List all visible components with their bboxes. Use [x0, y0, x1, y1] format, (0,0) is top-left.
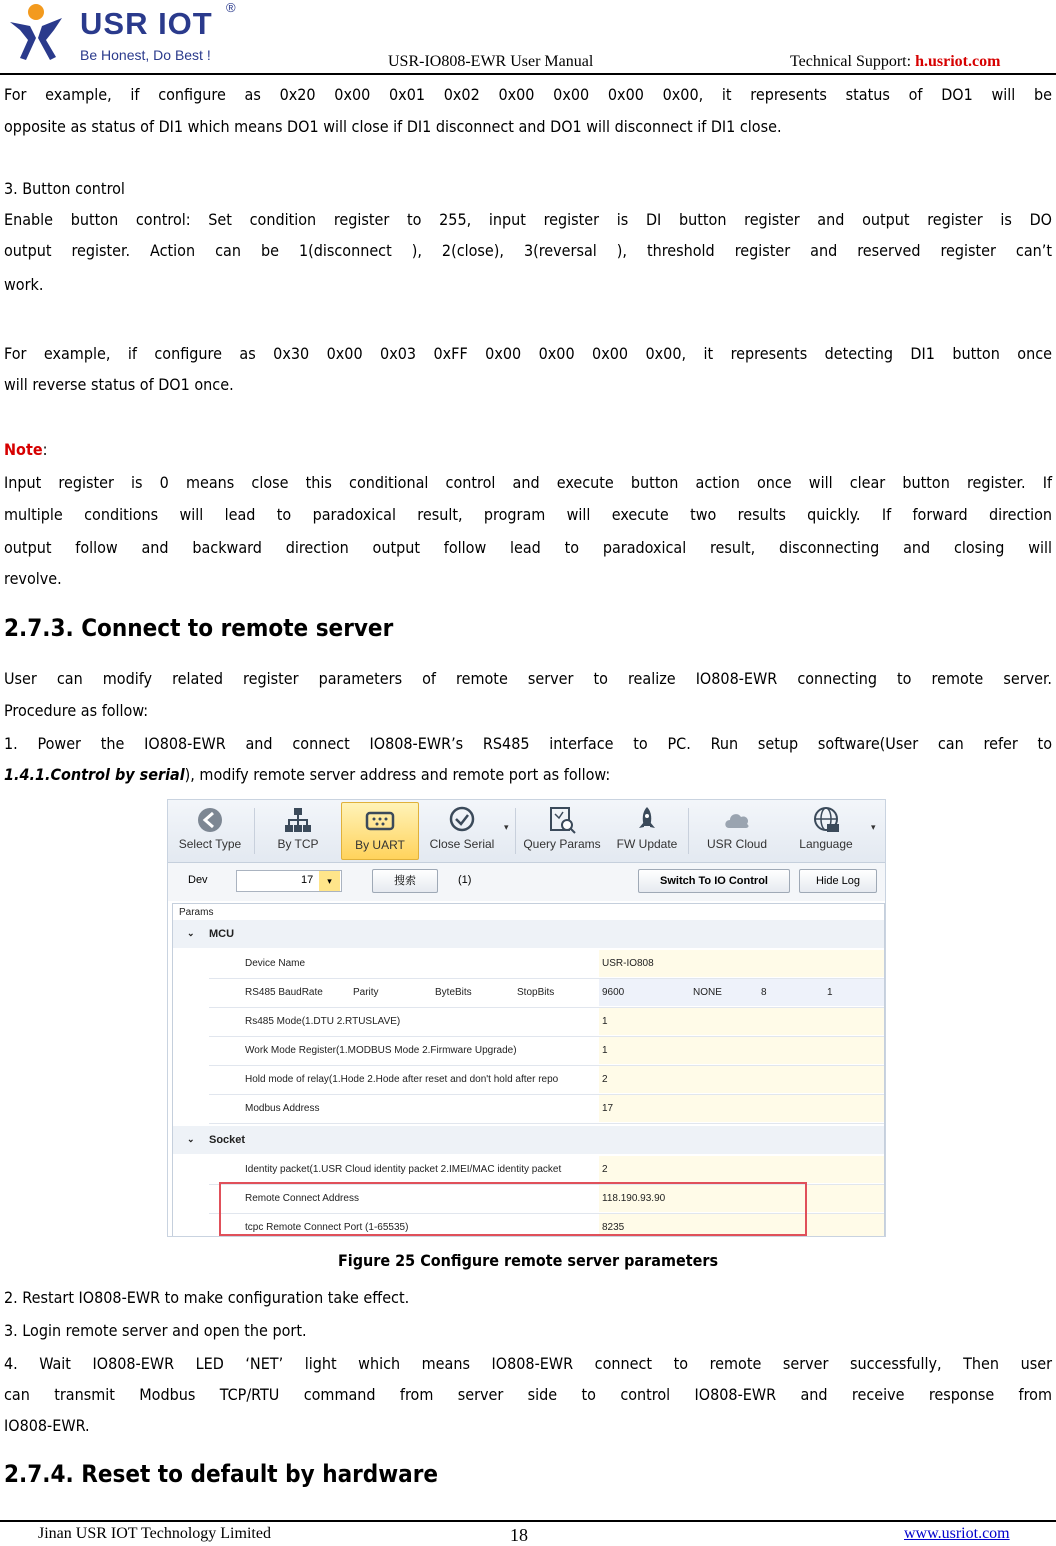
param-row-rs485-mode[interactable] — [209, 1008, 884, 1037]
dropdown-arrow-icon[interactable]: ▾ — [504, 822, 509, 832]
paragraph-line: output follow and backward direction output follow lead to paradoxical result, disconnecting and closing will — [4, 538, 1052, 557]
query-params-button[interactable] — [518, 802, 606, 858]
paragraph-line: revolve. — [4, 569, 62, 588]
paragraph-line: will reverse status of DO1 once. — [4, 375, 234, 394]
param-row-baudrate[interactable] — [209, 979, 884, 1008]
subheading-button-control: 3. Button control — [4, 179, 125, 198]
device-count: (1) — [458, 874, 472, 886]
group-label: MCU — [209, 928, 235, 940]
brand-tagline: Be Honest, Do Best ! — [80, 47, 211, 63]
back-arrow-icon — [195, 806, 225, 834]
paragraph-line: Input register is 0 means close this conditional control and execute button action once will clear button register. If — [4, 473, 1052, 492]
toolbar-separator — [515, 808, 516, 854]
network-icon — [283, 806, 313, 834]
device-select-value: 17 — [301, 874, 314, 886]
param-label: Work Mode Register(1.MODBUS Mode 2.Firmware Upgrade) — [245, 1045, 517, 1056]
brand-name: USR IOT — [80, 6, 213, 41]
paragraph-line: For example, if configure as 0x20 0x00 0x01 0x02 0x00 0x00 0x00 0x00, it represents status of DO1 will be — [4, 85, 1052, 104]
page-number: 18 — [510, 1525, 528, 1545]
dev-label: Dev — [188, 874, 208, 886]
device-bar — [168, 863, 885, 901]
footer-company: Jinan USR IOT Technology Limited — [38, 1525, 271, 1542]
toolbar-label: Language — [799, 837, 853, 851]
param-value[interactable]: 1 — [602, 1045, 608, 1056]
param-label: Device Name — [245, 958, 306, 969]
toolbar-separator — [688, 808, 689, 854]
param-label: RS485 BaudRate — [245, 987, 323, 998]
cross-reference-link[interactable]: 1.4.1.Control by serial — [4, 765, 185, 784]
collapse-icon[interactable]: ⌄ — [187, 928, 195, 938]
param-value[interactable]: 2 — [602, 1074, 608, 1085]
param-value[interactable]: NONE — [693, 987, 722, 998]
by-tcp-button[interactable] — [258, 802, 338, 858]
setup-software-screenshot — [167, 799, 886, 1237]
param-label: Hold mode of relay(1.Hode 2.Hode after reset and don't hold after repo — [245, 1074, 559, 1085]
search-button[interactable]: 搜索 — [372, 869, 438, 893]
paragraph-line: can transmit Modbus TCP/RTU command from server side to control IO808-EWR and receive response from — [4, 1385, 1052, 1404]
section-heading-remote-server: 2.7.3. Connect to remote server — [4, 614, 394, 642]
param-row-modbus-address[interactable] — [209, 1095, 884, 1124]
params-title: Params — [179, 907, 214, 918]
serial-port-icon — [365, 807, 395, 835]
paragraph-line: User can modify related register parameters of remote server to realize IO808-EWR connecting to remote server. — [4, 669, 1052, 688]
support-label: Technical Support: — [790, 53, 916, 70]
usr-logo-icon — [6, 2, 68, 64]
close-serial-button[interactable] — [420, 802, 504, 858]
note-label: Note — [4, 440, 43, 459]
toolbar-label: Select Type — [178, 837, 242, 851]
param-row-work-mode[interactable] — [209, 1037, 884, 1066]
param-label: Parity — [353, 987, 379, 998]
figure-caption: Figure 25 Configure remote server parameters — [337, 1251, 719, 1270]
paragraph-line: IO808-EWR. — [4, 1416, 90, 1435]
paragraph-text: ), modify remote server address and remote port as follow: — [184, 765, 611, 784]
toolbar-label: Query Params — [523, 837, 601, 851]
param-label: Remote Connect Address — [245, 1193, 359, 1204]
fw-update-button[interactable] — [608, 802, 686, 858]
param-row-device-name[interactable] — [209, 950, 884, 979]
language-button[interactable] — [786, 802, 866, 858]
param-value[interactable]: 2 — [602, 1164, 608, 1175]
paragraph-line: output register. Action can be 1(disconnect ), 2(close), 3(reversal ), threshold register and reserved register can’t — [4, 241, 1052, 260]
group-mcu[interactable] — [173, 920, 884, 948]
toolbar-label: USR Cloud — [706, 837, 768, 851]
collapse-icon[interactable]: ⌄ — [187, 1134, 195, 1144]
paragraph-line: 4. Wait IO808-EWR LED ‘NET’ light which means IO808-EWR connect to remote server successfully, Then user — [4, 1354, 1052, 1373]
chevron-down-icon[interactable]: ▾ — [319, 871, 340, 891]
query-icon — [547, 806, 577, 834]
footer-website-link[interactable]: www.usriot.com — [904, 1525, 1010, 1542]
toolbar-label: FW Update — [616, 837, 678, 851]
highlight-box — [219, 1182, 807, 1236]
param-label: tcpc Remote Connect Port (1-65535) — [245, 1222, 409, 1233]
param-value[interactable]: 118.190.93.90 — [602, 1193, 666, 1204]
paragraph-line: Enable button control: Set condition register to 255, input register is DI button register and output register is DO — [4, 210, 1052, 229]
params-panel — [172, 903, 885, 1237]
param-value[interactable]: 9600 — [602, 987, 625, 998]
switch-to-io-control-button[interactable]: Switch To IO Control — [638, 869, 790, 893]
device-select[interactable] — [236, 870, 342, 892]
by-uart-button[interactable] — [341, 802, 419, 860]
technical-support — [790, 53, 1000, 71]
param-label: Rs485 Mode(1.DTU 2.RTUSLAVE) — [245, 1016, 401, 1027]
toolbar — [168, 800, 885, 863]
paragraph-line: opposite as status of DI1 which means DO1 will close if DI1 disconnect and DO1 will disconnect if DI1 close. — [4, 117, 782, 136]
param-value[interactable]: 1 — [602, 1016, 608, 1027]
usr-cloud-button[interactable] — [694, 802, 780, 858]
toolbar-separator — [254, 808, 255, 854]
param-value[interactable]: 8235 — [602, 1222, 625, 1233]
paragraph-line: multiple conditions will lead to paradoxical result, program will execute two results quickly. If forward direction — [4, 505, 1052, 524]
toolbar-label: By TCP — [277, 837, 319, 851]
param-label: Identity packet(1.USR Cloud identity packet 2.IMEI/MAC identity packet — [245, 1164, 562, 1175]
group-socket[interactable] — [173, 1126, 884, 1154]
rocket-icon — [632, 806, 662, 834]
footer-divider — [0, 1520, 1056, 1522]
select-type-button[interactable] — [170, 802, 250, 858]
param-row-hold-mode[interactable] — [209, 1066, 884, 1095]
group-label: Socket — [209, 1134, 246, 1146]
param-value[interactable]: 1 — [827, 987, 833, 998]
note-heading — [4, 435, 1052, 464]
toolbar-label: Close Serial — [429, 837, 495, 851]
globe-icon — [811, 806, 841, 834]
paragraph-line: 3. Login remote server and open the port. — [4, 1321, 307, 1340]
section-heading-reset-default: 2.7.4. Reset to default by hardware — [4, 1460, 439, 1488]
paragraph-line — [4, 760, 1052, 789]
cloud-icon — [722, 806, 752, 834]
check-circle-icon — [447, 806, 477, 834]
paragraph-line: 2. Restart IO808-EWR to make configuration take effect. — [4, 1288, 410, 1307]
param-value[interactable]: 8 — [761, 987, 767, 998]
paragraph-line: For example, if configure as 0x30 0x00 0x03 0xFF 0x00 0x00 0x00 0x00, it represents detecting DI1 button once — [4, 344, 1052, 363]
param-value[interactable]: 17 — [602, 1103, 614, 1114]
header-divider — [0, 73, 1056, 75]
dropdown-arrow-icon[interactable]: ▾ — [871, 822, 876, 832]
param-value[interactable]: USR-IO808 — [602, 958, 654, 969]
param-label: StopBits — [517, 987, 555, 998]
document-title: USR-IO808-EWR User Manual — [388, 53, 594, 70]
hide-log-button[interactable]: Hide Log — [799, 869, 877, 893]
support-link[interactable]: h.usriot.com — [915, 53, 1001, 70]
paragraph-line: work. — [4, 275, 44, 294]
param-label: Modbus Address — [245, 1103, 320, 1114]
paragraph-line: Procedure as follow: — [4, 701, 149, 720]
param-row-identity-packet[interactable] — [209, 1156, 884, 1185]
note-colon: : — [42, 440, 48, 459]
toolbar-label: By UART — [355, 838, 405, 852]
paragraph-line: 1. Power the IO808-EWR and connect IO808-EWR’s RS485 interface to PC. Run setup software(User can refer to — [4, 734, 1052, 753]
registered-mark: ® — [226, 0, 236, 15]
param-label: ByteBits — [435, 987, 472, 998]
